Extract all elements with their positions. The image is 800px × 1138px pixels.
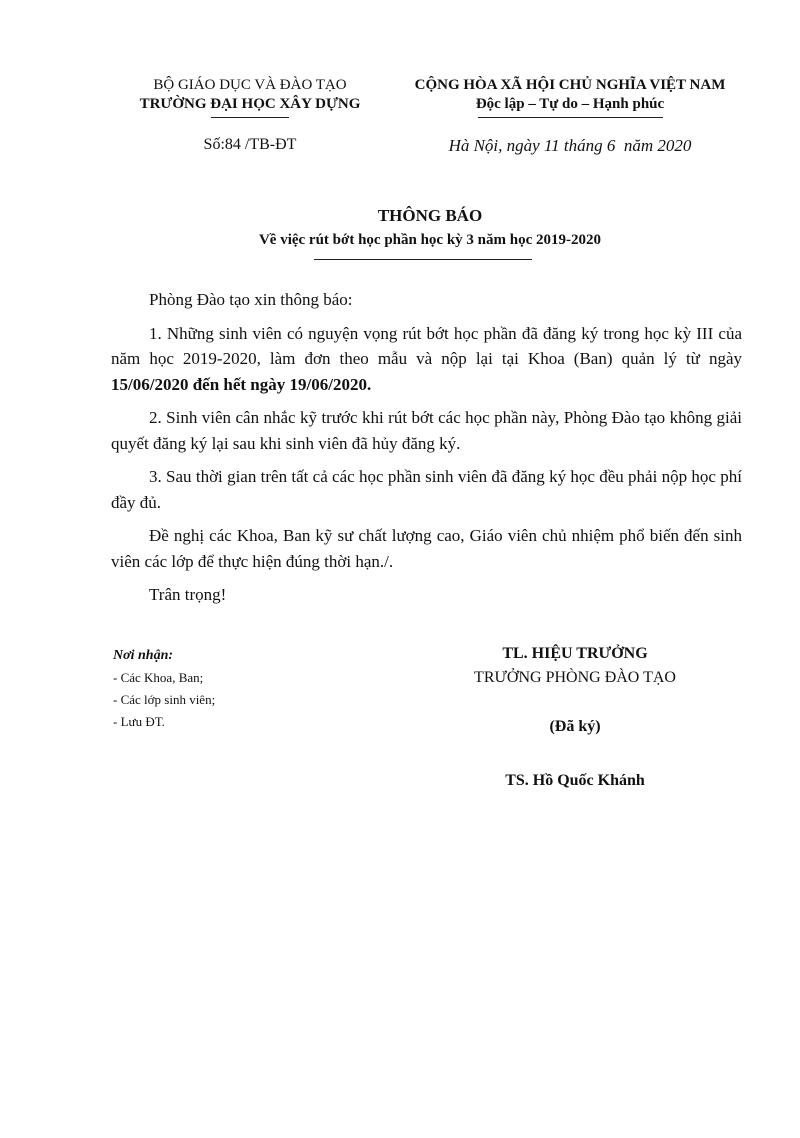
document-title: THÔNG BÁO	[377, 206, 483, 225]
signature-block	[420, 642, 730, 793]
reference-number: Số:84 /TB-ĐT	[203, 136, 297, 153]
signer-name: TS. Hồ Quốc Khánh	[505, 772, 645, 789]
recipients-title: Nơi nhận:	[113, 648, 174, 663]
university-underline	[211, 117, 289, 118]
item-1-text: 1. Những sinh viên có nguyện vọng rút bớt học phần đã đăng ký trong học kỳ III của năm học 2019-2020, làm đơn theo mẫu và nộp lại tại Khoa (Ban) quản lý từ ngày	[111, 323, 742, 368]
title-divider	[314, 259, 532, 260]
national-motto: Độc lập – Tự do – Hạnh phúc	[475, 96, 665, 112]
motto-underline	[478, 117, 663, 118]
document-subtitle: Về việc rút bớt học phần học kỳ 3 năm học 2019-2020	[258, 232, 602, 248]
signature-line-2: TRƯỞNG PHÒNG ĐÀO TẠO	[474, 669, 676, 686]
signature-status: (Đã ký)	[549, 718, 601, 735]
body-item-1	[111, 321, 742, 398]
ministry-name: BỘ GIÁO DỤC VÀ ĐÀO TẠO	[153, 77, 347, 93]
document-body	[111, 287, 742, 616]
body-item-3: 3. Sau thời gian trên tất cả các học phần sinh viên đã đăng ký học đều phải nộp học phí đầy đủ.	[111, 467, 742, 512]
recipients-block	[113, 645, 373, 733]
body-intro: Phòng Đào tạo xin thông báo:	[149, 290, 353, 309]
header-left	[105, 76, 395, 118]
item-1-deadline: 15/06/2020 đến hết ngày 19/06/2020.	[111, 374, 372, 394]
country-name: CỘNG HÒA XÃ HỘI CHỦ NGHĨA VIỆT NAM	[414, 77, 726, 93]
body-closing: Trân trọng!	[149, 585, 227, 604]
body-item-2: 2. Sinh viên cân nhắc kỹ trước khi rút bớt các học phần này, Phòng Đào tạo không giải quyết đăng ký lại sau khi sinh viên đã hủy đăng ký.	[111, 408, 742, 453]
place-date: Hà Nội, ngày 11 tháng 6 năm 2020	[448, 136, 692, 155]
header-right	[390, 76, 750, 118]
recipient-item: - Các Khoa, Ban;	[113, 670, 204, 685]
university-name: TRƯỜNG ĐẠI HỌC XÂY DỰNG	[139, 96, 361, 112]
body-request: Đề nghị các Khoa, Ban kỹ sư chất lượng cao, Giáo viên chủ nhiệm phổ biến đến sinh viên các lớp để thực hiện đúng thời hạn./.	[111, 526, 742, 571]
signature-line-1: TL. HIỆU TRƯỞNG	[502, 645, 648, 662]
recipient-item: - Các lớp sinh viên;	[113, 692, 216, 707]
recipient-item: - Lưu ĐT.	[113, 714, 165, 729]
